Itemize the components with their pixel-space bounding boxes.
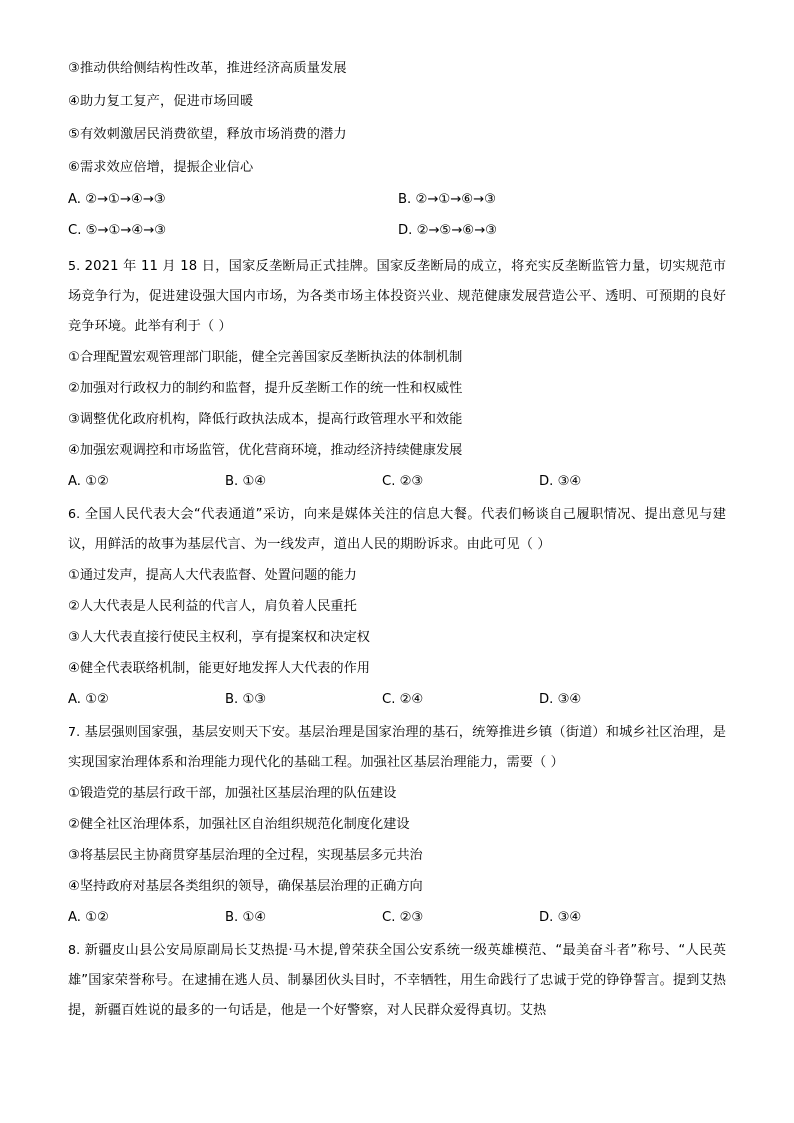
choice-d[interactable] [539,684,696,715]
choice-d-label: D. [539,474,554,489]
choice-b-text: ②→①→⑥→③ [415,192,496,207]
question-6-option-2: ②人大代表是人民利益的代言人，肩负着人民重托 [68,599,357,614]
choice-d[interactable] [539,902,696,933]
option-line: ⑥需求效应倍增，提振企业信心 [68,160,254,175]
choice-c-text: ⑤→①→④→③ [85,223,167,238]
choice-a-text: ②→①→④→③ [85,192,166,207]
choice-c[interactable] [382,684,539,715]
option-line: ④助力复工复产，促进市场回暖 [68,94,254,109]
choice-b-text: ①③ [242,692,267,707]
choice-b[interactable] [225,466,382,497]
choice-a-text: ①② [85,474,109,489]
choice-d-text: ③④ [557,910,582,925]
choice-d-label: D. [398,223,413,238]
choice-a[interactable] [68,902,225,933]
choice-c-text: ②④ [399,692,424,707]
question-6 [68,499,726,715]
choice-a-label: A. [68,692,81,707]
answer-choices-row [68,184,726,215]
question-5-option-3: ③调整优化政府机构，降低行政执法成本，提高行政管理水平和效能 [68,412,463,427]
choice-a-text: ①② [85,692,109,707]
choice-c-label: C. [68,223,82,238]
question-6-option-1: ①通过发声，提高人大代表监督、处置问题的能力 [68,568,357,583]
question-6-text: 全国人民代表大会“代表通道”采访，向来是媒体关注的信息大餐。代表们畅谈自己履职情况、提出意见与建议，用鲜活的故事为基层代言、为一线发声，道出人民的期盼诉求。由此可见（ ） [68,507,726,552]
question-7-choices [68,902,726,933]
choice-b[interactable] [225,684,382,715]
choice-d-label: D. [539,692,554,707]
choice-b-label: B. [398,192,412,207]
choice-a-label: A. [68,192,81,207]
choice-b-label: B. [225,692,239,707]
question-5-option-2: ②加强对行政权力的制约和监督，提升反垄断工作的统一性和权威性 [68,381,463,396]
question-8-number: 8. [68,942,81,957]
question-6-number: 6. [68,506,81,521]
question-5-choices [68,466,726,497]
question-5-number: 5. [68,258,81,273]
choice-b-text: ①④ [242,910,267,925]
question-6-choices [68,684,726,715]
question-5-text: 2021 年 11 月 18 日，国家反垄断局正式挂牌。国家反垄断局的成立，将充实反垄断监管力量，切实规范市场竞争行为，促进建设强大国内市场，为各类市场主体投资兴业、规范健康发展营造公平、透明、可预期的良好竞争环境。此举有利于（ ） [68,259,726,334]
question-5-option-1: ①合理配置宏观管理部门职能，健全完善国家反垄断执法的体制机制 [68,350,463,365]
choice-b-label: B. [225,474,239,489]
choice-a[interactable] [68,184,398,215]
question-7-stem [68,717,726,778]
question-7-option-3: ③将基层民主协商贯穿基层治理的全过程，实现基层多元共治 [68,848,423,863]
choice-c[interactable] [68,215,398,246]
choice-c-text: ②③ [399,474,424,489]
question-8-stem [68,935,726,1026]
choice-d[interactable] [398,215,497,246]
choice-d-label: D. [539,910,554,925]
question-6-option-3: ③人大代表直接行使民主权利，享有提案权和决定权 [68,630,370,645]
question-7 [68,717,726,933]
question-6-stem [68,499,726,560]
choice-b-label: B. [225,910,239,925]
choice-c-text: ②③ [399,910,424,925]
question-6-option-4: ④健全代表联络机制，能更好地发挥人大代表的作用 [68,661,370,676]
choice-a-label: A. [68,910,81,925]
question-8 [68,935,726,1026]
question-7-option-1: ①锻造党的基层行政干部，加强社区基层治理的队伍建设 [68,786,397,801]
choice-a[interactable] [68,466,225,497]
choice-d-text: ③④ [557,474,582,489]
choice-b[interactable] [225,902,382,933]
choice-d-text: ③④ [557,692,582,707]
answer-choices-row [68,215,726,246]
choice-d[interactable] [539,466,696,497]
choice-c-label: C. [382,910,396,925]
question-7-option-4: ④坚持政府对基层各类组织的领导，确保基层治理的正确方向 [68,879,423,894]
choice-c[interactable] [382,466,539,497]
choice-c-label: C. [382,474,396,489]
question-7-text: 基层强则国家强，基层安则天下安。基层治理是国家治理的基石，统筹推进乡镇（街道）和城乡社区治理，是实现国家治理体系和治理能力现代化的基础工程。加强社区基层治理能力，需要（ ） [68,725,726,770]
choice-a-label: A. [68,474,81,489]
choice-b-text: ①④ [242,474,267,489]
choice-c-label: C. [382,692,396,707]
question-5 [68,251,726,497]
question-7-option-2: ②健全社区治理体系，加强社区自治组织规范化制度化建设 [68,817,410,832]
question-7-number: 7. [68,724,81,739]
option-line: ⑤有效刺激居民消费欲望，释放市场消费的潜力 [68,127,347,142]
choice-c[interactable] [382,902,539,933]
question-5-stem [68,251,726,342]
question-8-text: 新疆皮山县公安局原副局长艾热提·马木提,曾荣获全国公安系统一级英雄模范、“最美奋斗者”称号、“人民英雄”国家荣誉称号。在逮捕在逃人员、制暴团伙头目时，不幸牺牲，用生命践行了忠诚于党的铮铮誓言。提到艾热提，新疆百姓说的最多的一句话是，他是一个好警察，对人民群众爱得真切。艾热 [68,943,727,1018]
choice-a[interactable] [68,684,225,715]
continuation-options [68,52,726,184]
question-5-option-4: ④加强宏观调控和市场监管，优化营商环境，推动经济持续健康发展 [68,443,463,458]
choice-a-text: ①② [85,910,109,925]
choice-b[interactable] [398,184,496,215]
choice-d-text: ②→⑤→⑥→③ [416,223,498,238]
option-line: ③推动供给侧结构性改革，推进经济高质量发展 [68,61,347,76]
